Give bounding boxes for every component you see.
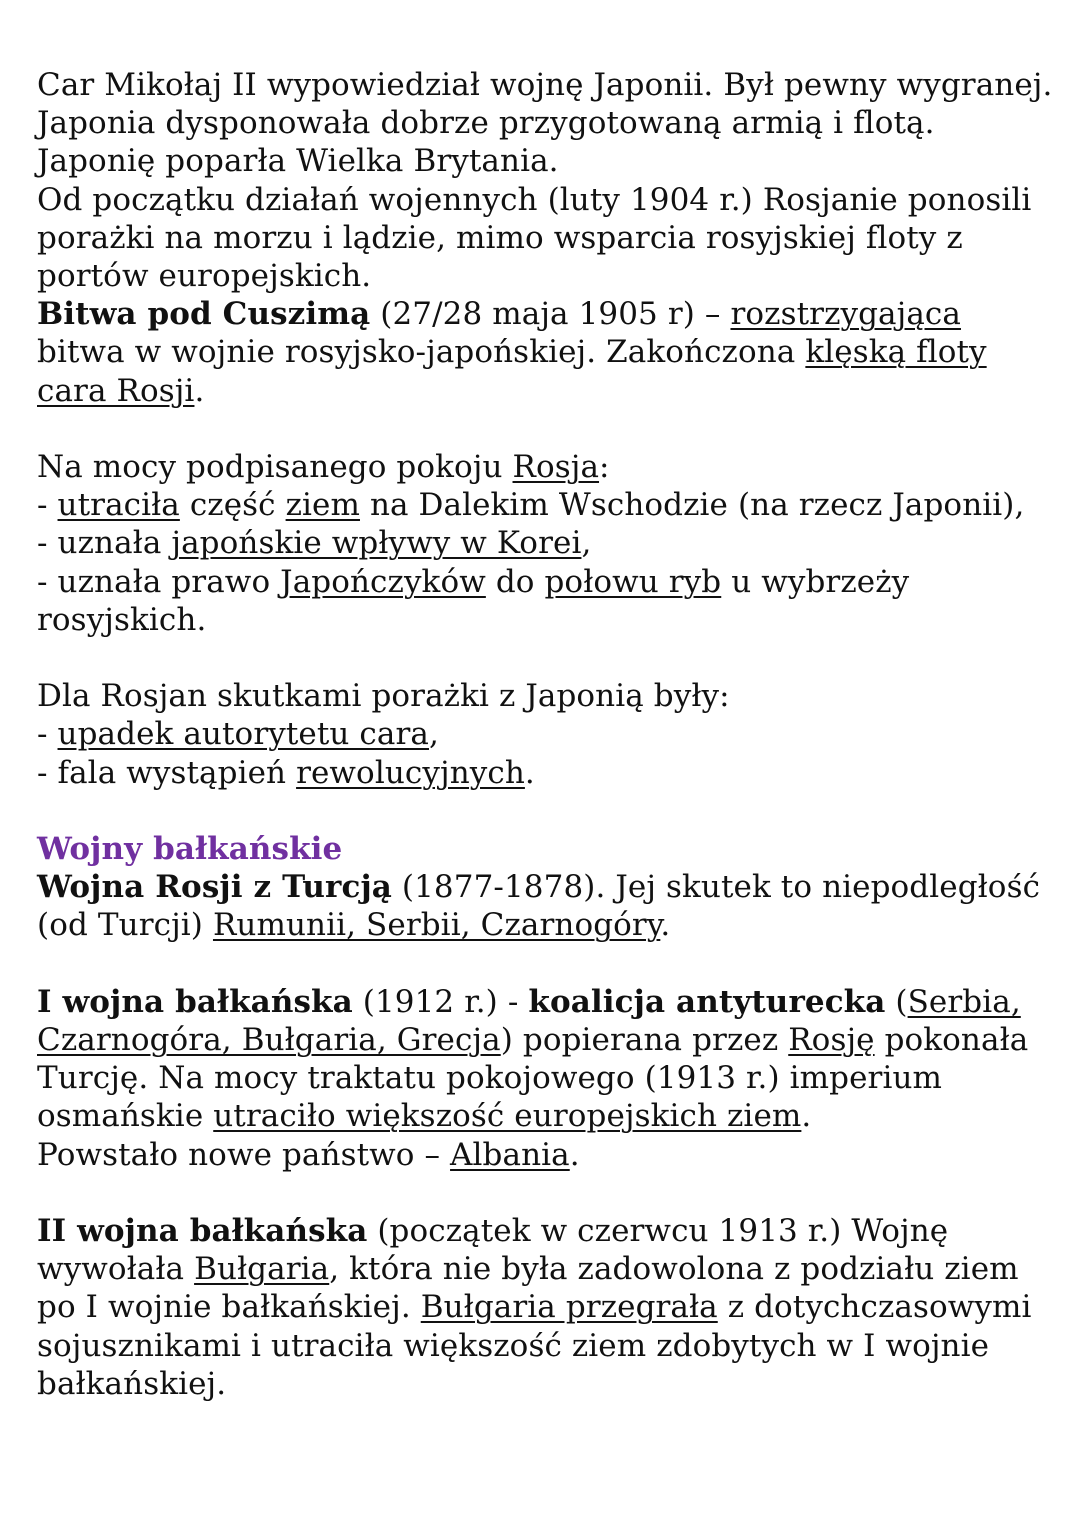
peace-item-1-text-2: na Dalekim Wschodzie (na rzecz Japonii), [359, 487, 1025, 524]
second-war-bulgaria: Bułgaria [194, 1251, 330, 1288]
russo-turkish-war-text-1: (1877-1878). Jej skutek to niepodległość (od Turcji) [37, 869, 1041, 944]
intro-paragraph [37, 66, 1057, 410]
peace-item-2-text-2: , [581, 525, 592, 562]
spacer [37, 792, 1057, 830]
peace-item-3-text-3: u wybrzeży rosyjskich. [37, 563, 910, 638]
cuszima-text-1: (27/28 maja 1905 r) – [370, 296, 731, 333]
peace-item-1-underline-1: utraciła [57, 487, 180, 524]
first-war-lost-lands: utraciło większość europejskich ziem [213, 1098, 802, 1135]
peace-item-3-text-2: do [485, 563, 545, 600]
cuszima-title: Bitwa pod Cuszimą [37, 296, 371, 333]
peace-item-1-underline-2: ziem [285, 487, 360, 524]
first-war-text-2: ( [885, 983, 908, 1020]
spacer [37, 639, 1057, 677]
spacer [37, 945, 1057, 983]
second-balkan-war-paragraph [37, 1212, 1057, 1403]
effects-item-1-text: , [428, 716, 439, 753]
russo-turkish-war-text-2: . [660, 907, 671, 944]
intro-line-3: Japonię poparła Wielka Brytania. [37, 143, 559, 180]
first-war-rosje: Rosję [788, 1022, 875, 1059]
second-war-title: II wojna bałkańska [37, 1213, 368, 1250]
first-war-text-1: (1912 r.) - [352, 983, 529, 1020]
effects-item-2-text-1: - fala wystąpień [37, 754, 297, 791]
first-war-albania: Albania [450, 1136, 570, 1173]
cuszima-text-2: bitwa w wojnie rosyjsko-japońskiej. Zakończona [37, 334, 806, 371]
peace-item-3-underline-2: połowu ryb [544, 563, 722, 600]
effects-item-2-text-2: . [524, 754, 535, 791]
peace-rosja: Rosja [512, 449, 600, 486]
balkan-paragraph [37, 830, 1057, 945]
russo-turkish-war-underline: Rumunii, Serbii, Czarnogóry [212, 907, 661, 944]
cuszima-text-3: . [194, 372, 205, 409]
peace-text-2: : [599, 449, 610, 486]
effects-item-1-underline: upadek autorytetu cara [57, 716, 429, 753]
second-war-bulgaria-lost: Bułgaria przegrała [420, 1289, 718, 1326]
first-war-text-3: ) popierana przez [500, 1022, 789, 1059]
peace-item-2-underline: japońskie wpływy w Korei [171, 525, 582, 562]
first-war-coalition: koalicja antyturecka [528, 983, 886, 1020]
first-war-members: Serbia, Czarnogóra, Bułgaria, Grecja [37, 983, 1021, 1059]
intro-line-4: Od początku działań wojennych (luty 1904 r.) Rosjanie ponosili porażki na morzu i lądzie, mimo wsparcia rosyjskiej floty z portów europejskich. [37, 181, 1032, 295]
second-war-text-2: , która nie była zadowolona z podziału ziem po I wojnie bałkańskiej. [37, 1251, 1019, 1326]
cuszima-underline-1: rozstrzygająca [730, 296, 961, 333]
section-heading: Wojny bałkańskie [37, 831, 343, 868]
first-war-text-6: Powstało nowe państwo – [37, 1136, 451, 1173]
cuszima-underline-2: klęską floty cara Rosji [37, 334, 987, 409]
effects-item-1-dash: - [37, 716, 58, 753]
peace-text-1: Na mocy podpisanego pokoju [37, 449, 513, 486]
effects-text: Dla Rosjan skutkami porażki z Japonią były: [37, 678, 730, 715]
spacer [37, 1174, 1057, 1212]
intro-line-1: Car Mikołaj II wypowiedział wojnę Japonii. Był pewny wygranej. [37, 67, 1053, 103]
peace-item-3-underline-1: Japończyków [280, 563, 486, 600]
first-war-text-7: . [569, 1136, 580, 1173]
effects-paragraph [37, 677, 1057, 792]
first-war-text-5: . [801, 1098, 812, 1135]
first-balkan-war-paragraph [37, 983, 1057, 1174]
first-war-text-4: pokonała Turcję. Na mocy traktatu pokojowego (1913 r.) imperium osmańskie [37, 1022, 1029, 1135]
russo-turkish-war-title: Wojna Rosji z Turcją [37, 869, 392, 906]
peace-item-3-text-1: - uznała prawo [37, 563, 281, 600]
effects-item-2-underline: rewolucyjnych [296, 754, 525, 791]
peace-paragraph [37, 448, 1057, 639]
document-page [37, 66, 1057, 1403]
intro-line-2: Japonia dysponowała dobrze przygotowaną armią i flotą. [37, 105, 935, 142]
peace-item-1-dash: - [37, 487, 58, 524]
peace-item-1-text-1: część [179, 487, 286, 524]
second-war-text-1: (początek w czerwcu 1913 r.) Wojnę wywołała [37, 1213, 949, 1288]
spacer [37, 410, 1057, 448]
second-war-text-3: z dotychczasowymi sojusznikami i utraciła większość ziem zdobytych w I wojnie bałkańskiej. [37, 1289, 1032, 1402]
first-war-title: I wojna bałkańska [37, 983, 353, 1020]
peace-item-2-text-1: - uznała [37, 525, 172, 562]
